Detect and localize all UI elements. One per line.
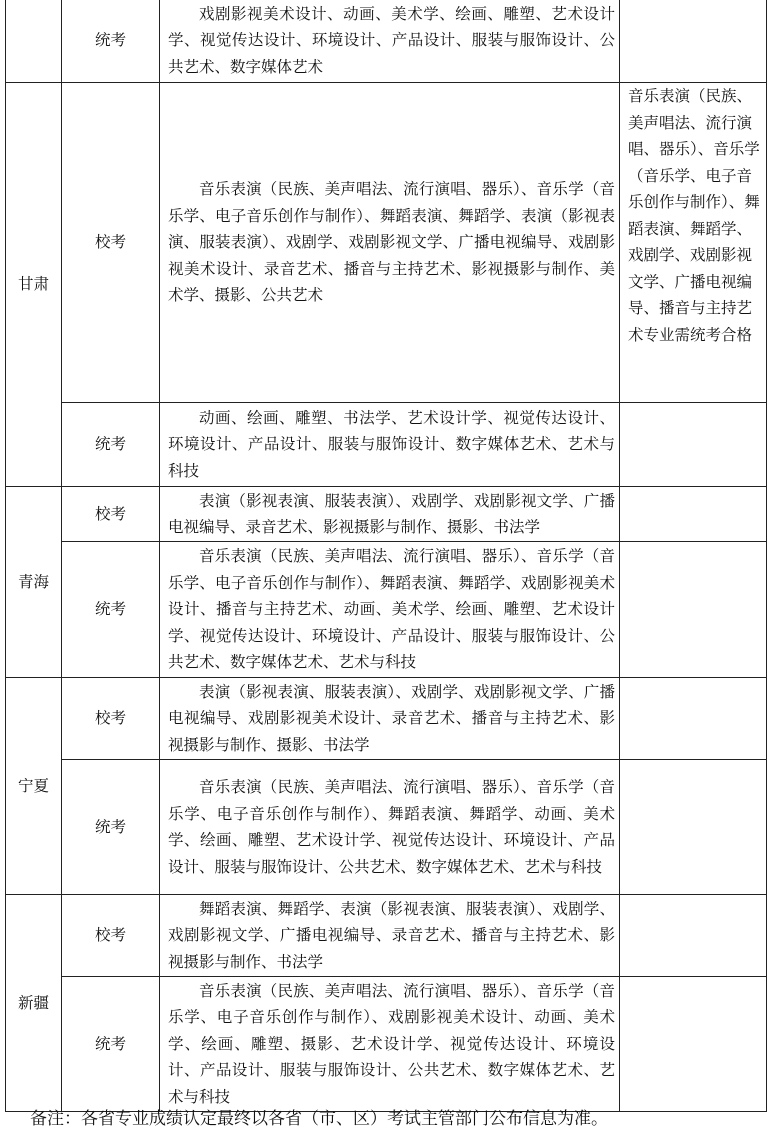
table-row — [6, 977, 767, 1112]
table-row — [6, 83, 767, 403]
province-cell-continued — [6, 0, 62, 83]
majors-text: 戏剧影视美术设计、动画、美术学、绘画、雕塑、艺术设计学、视觉传达设计、环境设计、产品设计、服装与服饰设计、公共艺术、数字媒体艺术 — [168, 4, 615, 76]
majors-text: 音乐表演（民族、美声唱法、流行演唱、器乐）、音乐学（音乐学、电子音乐创作与制作）、舞蹈表演、舞蹈学、动画、美术学、绘画、雕塑、艺术设计学、视觉传达设计、环境设计、产品设计、服装与服饰设计、公共艺术、数字媒体艺术、艺术与科技 — [168, 778, 615, 876]
majors-cell — [160, 760, 620, 895]
exam-type-cell: 校考 — [62, 487, 160, 542]
majors-cell — [160, 487, 620, 542]
majors-cell — [160, 83, 620, 403]
exam-type-cell: 统考 — [62, 403, 160, 487]
footnote: 备注：各省专业成绩认定最终以各省（市、区）考试主管部门公布信息为准。 — [30, 1109, 608, 1129]
table-row — [6, 487, 767, 542]
table-row — [6, 678, 767, 760]
majors-cell — [160, 977, 620, 1112]
exam-type-cell: 校考 — [62, 83, 160, 403]
exam-type-cell: 统考 — [62, 542, 160, 678]
majors-text: 音乐表演（民族、美声唱法、流行演唱、器乐）、音乐学（音乐学、电子音乐创作与制作）、舞蹈表演、舞蹈学、戏剧影视美术设计、播音与主持艺术、动画、美术学、绘画、雕塑、艺术设计学、视觉传达设计、环境设计、产品设计、服装与服饰设计、公共艺术、数字媒体艺术、艺术与科技 — [168, 547, 615, 672]
table-row — [6, 542, 767, 678]
note-cell — [620, 403, 767, 487]
majors-text: 表演（影视表演、服装表演）、戏剧学、戏剧影视文学、广播电视编导、戏剧影视美术设计、录音艺术、播音与主持艺术、影视摄影与制作、摄影、书法学 — [168, 682, 615, 754]
majors-cell — [160, 542, 620, 678]
province-cell: 宁夏 — [6, 678, 62, 895]
exam-majors-table — [5, 0, 767, 1112]
note-cell — [620, 678, 767, 760]
table-row — [6, 403, 767, 487]
majors-text: 动画、绘画、雕塑、书法学、艺术设计学、视觉传达设计、环境设计、产品设计、服装与服饰设计、数字媒体艺术、艺术与科技 — [168, 408, 615, 480]
majors-text: 舞蹈表演、舞蹈学、表演（影视表演、服装表演）、戏剧学、戏剧影视文学、广播电视编导、录音艺术、播音与主持艺术、影视摄影与制作、书法学 — [168, 899, 615, 971]
table-row — [6, 895, 767, 977]
table-row — [6, 760, 767, 895]
exam-type-cell: 校考 — [62, 895, 160, 977]
majors-cell — [160, 895, 620, 977]
note-cell — [620, 760, 767, 895]
note-cell — [620, 895, 767, 977]
majors-cell — [160, 403, 620, 487]
majors-text: 表演（影视表演、服装表演）、戏剧学、戏剧影视文学、广播电视编导、录音艺术、影视摄影与制作、摄影、书法学 — [168, 491, 615, 536]
note-cell — [620, 542, 767, 678]
note-cell — [620, 977, 767, 1112]
majors-cell — [160, 0, 620, 83]
majors-text: 音乐表演（民族、美声唱法、流行演唱、器乐）、音乐学（音乐学、电子音乐创作与制作）、舞蹈表演、舞蹈学、表演（影视表演、服装表演）、戏剧学、戏剧影视文学、广播电视编导、戏剧影视美术设计、录音艺术、播音与主持艺术、影视摄影与制作、美术学、摄影、公共艺术 — [168, 180, 615, 305]
majors-text: 音乐表演（民族、美声唱法、流行演唱、器乐）、音乐学（音乐学、电子音乐创作与制作）、戏剧影视美术设计、动画、美术学、绘画、雕塑、摄影、艺术设计学、视觉传达设计、环境设计、产品设计、服装与服饰设计、公共艺术、数字媒体艺术、艺术与科技 — [168, 981, 615, 1106]
note-cell — [620, 487, 767, 542]
exam-type-cell: 统考 — [62, 0, 160, 83]
exam-type-cell: 校考 — [62, 678, 160, 760]
province-cell: 新疆 — [6, 895, 62, 1112]
note-cell — [620, 0, 767, 83]
note-cell: 音乐表演（民族、美声唱法、流行演唱、器乐）、音乐学（音乐学、电子音乐创作与制作）、舞蹈表演、舞蹈学、戏剧学、戏剧影视文学、广播电视编导、播音与主持艺术专业需统考合格 — [620, 83, 767, 403]
table-row — [6, 0, 767, 83]
province-cell: 甘肃 — [6, 83, 62, 487]
province-cell: 青海 — [6, 487, 62, 678]
majors-cell — [160, 678, 620, 760]
exam-type-cell: 统考 — [62, 760, 160, 895]
exam-type-cell: 统考 — [62, 977, 160, 1112]
